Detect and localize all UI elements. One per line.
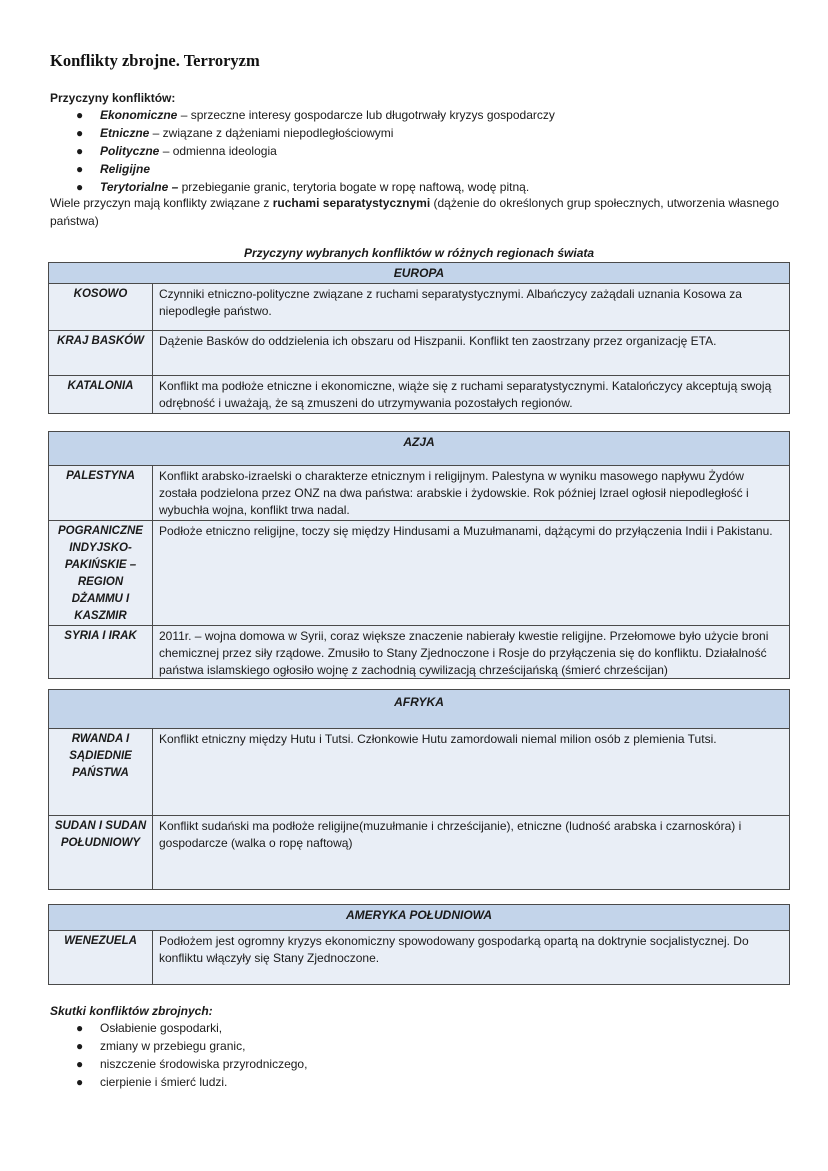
- region-header: AMERYKA POŁUDNIOWA: [49, 905, 789, 931]
- row-value: 2011r. – wojna domowa w Syrii, coraz większe znaczenie nabierały kwestie religijne. Przełomowe było użycie broni chemicznej przez siły rządowe. Zmusiło to Stany Zjednoczone i Rosje do przyłączenia się do konfliktu. Działalność państwa islamskiego ogłosiło wojnę z zachodnią cywilizacją chrześcijańską (śmierć chrześcijan): [153, 626, 789, 678]
- effects-list: [76, 1019, 307, 1091]
- bullet-icon: ●: [76, 1021, 84, 1035]
- table-row: [49, 521, 789, 626]
- row-key: POGRANICZNE INDYJSKO-PAKIŃSKIE – REGION DŻAMMU I KASZMIR: [49, 521, 153, 625]
- row-value: Czynniki etniczno-polityczne związane z ruchami separatystycznymi. Albańczycy zażądali uznania Kosowa za niepodległe państwo.: [153, 284, 789, 330]
- cause-term: Polityczne: [100, 144, 160, 158]
- table-row: [49, 931, 789, 984]
- row-key: RWANDA I SĄDIEDNIE PAŃSTWA: [49, 729, 153, 815]
- row-value: Podłożem jest ogromny kryzys ekonomiczny spowodowany gospodarką opartą na doktrynie socjalistycznej. Do konfliktu włączyły się Stany Zjednoczone.: [153, 931, 789, 984]
- list-item: [76, 1055, 307, 1073]
- bullet-icon: ●: [76, 1057, 84, 1071]
- table-row: [49, 626, 789, 678]
- row-key: PALESTYNA: [49, 466, 153, 520]
- table-caption: Przyczyny wybranych konfliktów w różnych regionach świata: [243, 246, 595, 260]
- cause-desc: przebieganie granic, terytoria bogate w ropę naftową, wodę pitną.: [178, 180, 530, 194]
- page-title: Konflikty zbrojne. Terroryzm: [50, 51, 260, 70]
- cause-desc: – odmienna ideologia: [159, 144, 277, 158]
- region-header: AZJA: [49, 432, 789, 466]
- cause-desc: – sprzeczne interesy gospodarcze lub długotrwały kryzys gospodarczy: [177, 108, 555, 122]
- table-row: [49, 331, 789, 376]
- paragraph-bold-text: ruchami separatystycznymi: [272, 196, 431, 210]
- cause-term: Religijne: [100, 162, 151, 176]
- cause-desc: – związane z dążeniami niepodległościowymi: [149, 126, 394, 140]
- region-table-ameryka: [48, 904, 790, 985]
- region-table-azja: [48, 431, 790, 679]
- paragraph-text: Wiele przyczyn mają konflikty związane z: [50, 196, 273, 210]
- region-table-europa: [48, 262, 790, 414]
- cause-term: Etniczne: [100, 126, 150, 140]
- effect-text: cierpienie i śmierć ludzi.: [100, 1075, 228, 1089]
- bullet-icon: ●: [76, 108, 84, 122]
- list-item: [76, 142, 555, 160]
- list-item: [76, 124, 555, 142]
- region-header: EUROPA: [49, 263, 789, 284]
- causes-heading: Przyczyny konfliktów:: [50, 91, 176, 105]
- row-key: WENEZUELA: [49, 931, 153, 984]
- paragraph-text: (dążenie do określonych grup społecznych, utworzenia własnego państwa): [50, 196, 780, 228]
- bullet-icon: ●: [76, 1039, 84, 1053]
- list-item: [76, 106, 555, 124]
- table-row: [49, 284, 789, 331]
- causes-list: [76, 106, 555, 196]
- region-header: AFRYKA: [49, 690, 789, 729]
- table-row: [49, 466, 789, 521]
- row-key: SUDAN I SUDAN POŁUDNIOWY: [49, 816, 153, 889]
- bullet-icon: ●: [76, 180, 84, 194]
- effects-heading: Skutki konfliktów zbrojnych:: [50, 1004, 213, 1018]
- list-item: [76, 160, 555, 178]
- table-row: [49, 816, 789, 889]
- effect-text: zmiany w przebiegu granic,: [100, 1039, 246, 1053]
- row-key: KOSOWO: [49, 284, 153, 330]
- cause-term: Terytorialne –: [100, 180, 179, 194]
- row-key: KATALONIA: [49, 376, 153, 413]
- row-value: Podłoże etniczno religijne, toczy się między Hindusami a Muzułmanami, dążącymi do przyłączenia Indii i Pakistanu.: [153, 521, 789, 625]
- bullet-icon: ●: [76, 1075, 84, 1089]
- list-item: [76, 1037, 307, 1055]
- table-row: [49, 376, 789, 413]
- row-value: Konflikt etniczny między Hutu i Tutsi. Członkowie Hutu zamordowali niemal milion osób z plemienia Tutsi.: [153, 729, 789, 815]
- row-value: Konflikt ma podłoże etniczne i ekonomiczne, wiąże się z ruchami separatystycznymi. Katalończycy akceptują swoją odrębność i uważają, że są zmuszeni do utrzymywania pozostałych regionów.: [153, 376, 789, 413]
- bullet-icon: ●: [76, 162, 84, 176]
- cause-term: Ekonomiczne: [100, 108, 178, 122]
- list-item: [76, 1073, 307, 1091]
- row-value: Dążenie Basków do oddzielenia ich obszaru od Hiszpanii. Konflikt ten zaostrzany przez organizację ETA.: [153, 331, 789, 375]
- table-row: [49, 729, 789, 816]
- effect-text: niszczenie środowiska przyrodniczego,: [100, 1057, 308, 1071]
- row-value: Konflikt arabsko-izraelski o charakterze etnicznym i religijnym. Palestyna w wyniku masowego napływu Żydów została podzielona przez ONZ na dwa państwa: arabskie i żydowskie. Rok później Izrael ogłosił niepodległość i wybuchła wojna, konflikt trwa nadal.: [153, 466, 789, 520]
- region-table-afryka: [48, 689, 790, 890]
- bullet-icon: ●: [76, 144, 84, 158]
- effect-text: Osłabienie gospodarki,: [100, 1021, 223, 1035]
- row-key: KRAJ BASKÓW: [49, 331, 153, 375]
- row-key: SYRIA I IRAK: [49, 626, 153, 678]
- row-value: Konflikt sudański ma podłoże religijne(muzułmanie i chrześcijanie), etniczne (ludność arabska i czarnoskóra) i gospodarcze (walka o ropę naftową): [153, 816, 789, 889]
- bullet-icon: ●: [76, 126, 84, 140]
- list-item: [76, 1019, 307, 1037]
- causes-paragraph: [50, 194, 780, 230]
